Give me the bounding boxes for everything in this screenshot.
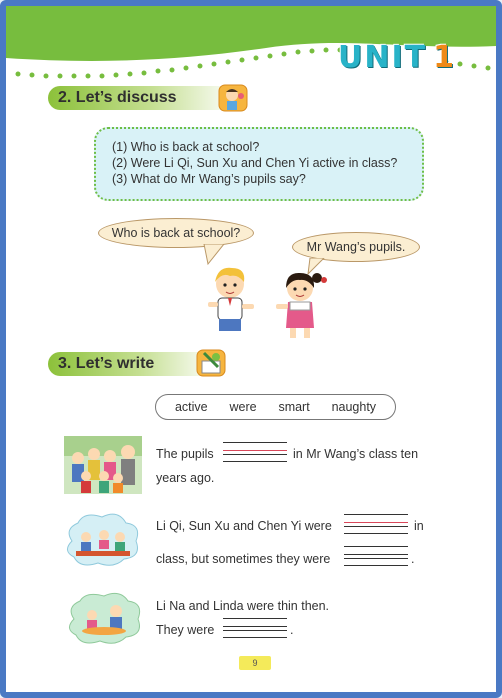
- discussion-questions-box: [94, 127, 424, 201]
- word-bank-item: were: [229, 400, 257, 414]
- question-1: (1) Who is back at school?: [112, 140, 260, 154]
- unit-word: UNIT: [338, 40, 428, 75]
- unit-title: [338, 40, 456, 75]
- exercise-2-blank-1[interactable]: [344, 514, 408, 534]
- speech-bubble-girl: Mr Wang’s pupils.: [292, 232, 420, 262]
- exercise-2-line-2: class, but sometimes they were: [156, 552, 331, 566]
- word-bank-item: naughty: [331, 400, 377, 414]
- unit-number: 1: [433, 40, 456, 75]
- exercise-3-period: .: [290, 623, 294, 637]
- header-banner: [6, 6, 496, 96]
- exercise-1-blank[interactable]: [223, 442, 287, 462]
- exercise-2-period: .: [411, 552, 415, 566]
- exercise-2-blank-2[interactable]: [344, 546, 408, 566]
- write-icon: [196, 349, 226, 377]
- speech-bubble-tail-left: [202, 244, 226, 266]
- section-heading-discuss: 2. Let’s discuss: [48, 86, 238, 110]
- word-bank: [155, 394, 396, 420]
- exercise-1-text-before: The pupils: [156, 447, 214, 461]
- exercise-2-text-before: Li Qi, Sun Xu and Chen Yi were: [156, 519, 332, 533]
- exercise-1-text-after: in Mr Wang’s class ten: [293, 447, 419, 461]
- classroom-cloud-illustration: [62, 511, 142, 569]
- exercise-2-text-after: in: [414, 519, 424, 533]
- question-2: (2) Were Li Qi, Sun Xu and Chen Yi active in class?: [112, 156, 398, 170]
- page-number: 9: [239, 656, 271, 670]
- section-heading-write: 3. Let’s write: [48, 352, 216, 376]
- word-bank-item: active: [174, 400, 208, 414]
- question-3: (3) What do Mr Wang’s pupils say?: [112, 172, 306, 186]
- exercise-1-line-2: years ago.: [156, 471, 215, 485]
- exercise-3-text-before: They were: [156, 623, 215, 637]
- exercise-3-line-1: Li Na and Linda were thin then.: [156, 599, 330, 613]
- discuss-icon: [218, 84, 248, 112]
- picnic-cloud-illustration: [64, 591, 144, 647]
- girl-illustration: [268, 268, 330, 340]
- class-photo-illustration: [64, 436, 142, 494]
- exercise-3-blank[interactable]: [223, 618, 287, 638]
- word-bank-item: smart: [278, 400, 310, 414]
- speech-bubble-boy: Who is back at school?: [98, 218, 254, 248]
- boy-illustration: [202, 264, 262, 338]
